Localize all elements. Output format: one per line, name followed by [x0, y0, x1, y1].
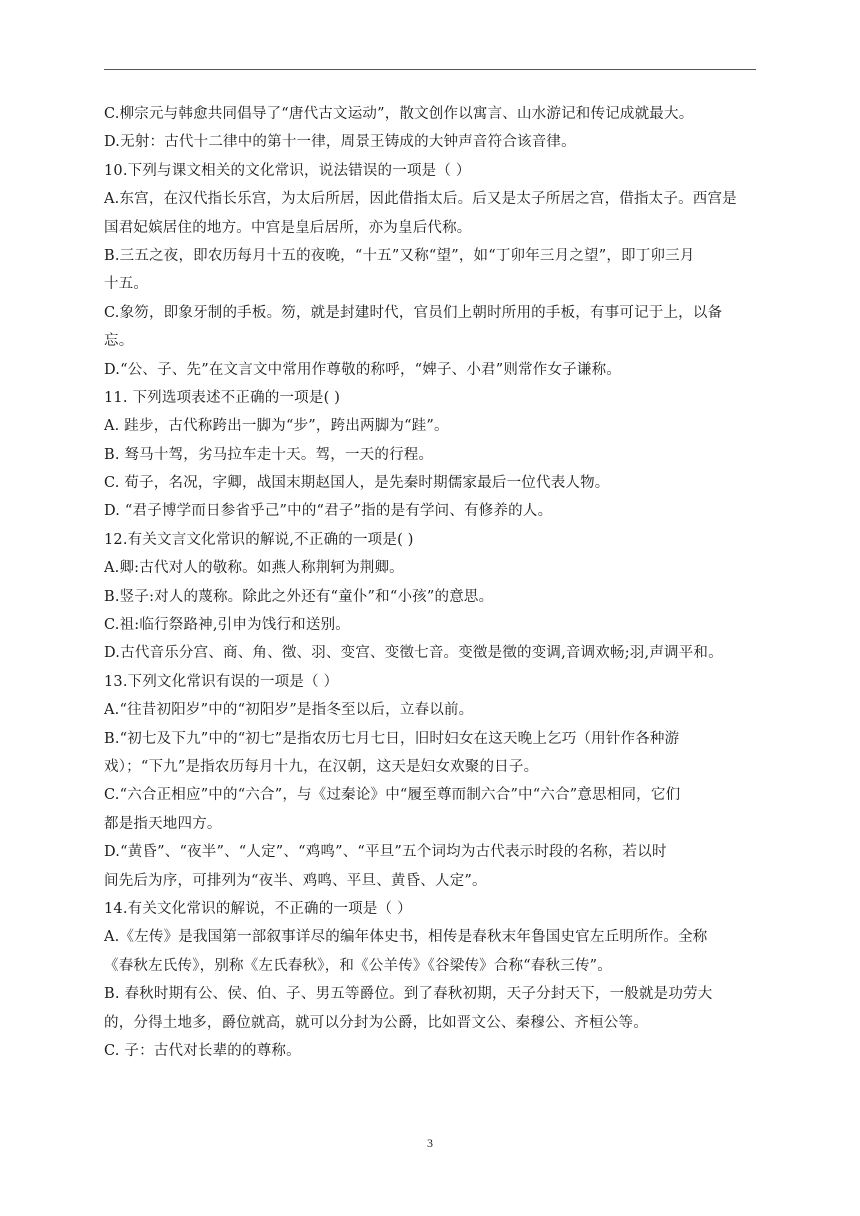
page-body: [104, 100, 764, 1065]
text-line: B. 春秋时期有公、侯、伯、子、男五等爵位。到了春秋初期，天子分封天下，一般就是功劳大: [104, 986, 713, 1003]
text-line: C.“六合正相应”中的“六合”，与《过秦论》中“履至尊而制六合”中“六合”意思相同，它们: [104, 787, 681, 804]
text-line: C. 荀子，名况，字卿，战国末期赵国人，是先秦时期儒家最后一位代表人物。: [104, 475, 610, 492]
text-line: C. 子：古代对长辈的的尊称。: [104, 1042, 301, 1059]
text-line: D.古代音乐分宫、商、角、徵、羽、变宫、变徵七音。变徵是徵的变调,音调欢畅;羽,声调平和。: [104, 645, 723, 662]
text-line: D. “君子博学而日参省乎己”中的“君子”指的是有学问、有修养的人。: [104, 503, 553, 520]
text-line: C.柳宗元与韩愈共同倡导了“唐代古文运动”，散文创作以寓言、山水游记和传记成就最大。: [104, 106, 694, 122]
text-line: A.卿:古代对人的敬称。如燕人称荆轲为荆卿。: [104, 560, 404, 577]
text-line: 《春秋左氏传》，别称《左氏春秋》，和《公羊传》《谷梁传》合称“春秋三传”。: [104, 957, 612, 974]
text-line: A.东宫，在汉代指长乐宫，为太后所居，因此借指太后。后又是太子所居之宫，借指太子。西宫是: [104, 191, 737, 208]
text-line: 都是指天地四方。: [104, 815, 222, 832]
text-line: B. 驽马十驾，劣马拉车走十天。驾，一天的行程。: [104, 446, 434, 463]
text-line: D.“公、子、先”在文言文中常用作尊敬的称呼，“婢子、小君”则常作女子谦称。: [104, 361, 621, 378]
text-line: 戏）；“下九”是指农历每月十九，在汉朝，这天是妇女欢聚的日子。: [104, 758, 539, 775]
text-line: D.无射：古代十二律中的第十一律，周景王铸成的大钟声音符合该音律。: [104, 134, 576, 151]
text-line: 国君妃嫔居住的地方。中宫是皇后居所，亦为皇后代称。: [104, 219, 472, 236]
text-line: B.三五之夜，即农历每月十五的夜晚，“十五”又称“望”，如“丁卯年三月之望”，即丁卯三月: [104, 247, 695, 264]
text-line: 间先后为序，可排列为“夜半、鸡鸣、平旦、黄昏、人定”。: [104, 872, 487, 889]
text-line: A.《左传》是我国第一部叙事详尽的编年体史书，相传是春秋末年鲁国史官左丘明所作。全称: [104, 929, 708, 946]
question-13-stem: 13.下列文化常识有误的一项是（ ）: [104, 673, 339, 690]
text-line: D.“黄昏”、“夜半”、“人定”、“鸡鸣”、“平旦”五个词均为古代表示时段的名称，若以时: [104, 844, 667, 861]
page-number: 3: [427, 1136, 433, 1150]
header-rule: [104, 69, 756, 70]
text-line: B.竖子:对人的蔑称。除此之外还有“童仆”和“小孩”的意思。: [104, 588, 494, 605]
text-line: B.“初七及下九”中的“初七”是指农历七月七日，旧时妇女在这天晚上乞巧（用针作各种游: [104, 730, 680, 747]
text-line: A. 跬步，古代称跨出一脚为“步”，跨出两脚为“跬”。: [104, 418, 449, 435]
text-line: A.“往昔初阳岁”中的“初阳岁”是指冬至以后，立春以前。: [104, 702, 474, 719]
text-line: 忘。: [104, 333, 134, 350]
question-10-stem: 10.下列与课文相关的文化常识，说法错误的一项是（ ）: [104, 162, 471, 179]
question-11-stem: 11. 下列选项表述不正确的一项是( ): [104, 389, 341, 406]
text-line: 十五。: [104, 276, 149, 293]
text-line: C.象笏，即象牙制的手板。笏，就是封建时代，官员们上朝时所用的手板，有事可记于上，以备: [104, 304, 723, 321]
text-line: 的，分得土地多，爵位就高，就可以分封为公爵，比如晋文公、秦穆公、齐桓公等。: [104, 1014, 648, 1031]
question-14-stem: 14.有关文化常识的解说，不正确的一项是（ ）: [104, 900, 412, 917]
text-line: C.祖:临行祭路神,引申为饯行和送别。: [104, 617, 350, 634]
question-12-stem: 12.有关文言文化常识的解说,不正确的一项是( ): [104, 531, 414, 548]
